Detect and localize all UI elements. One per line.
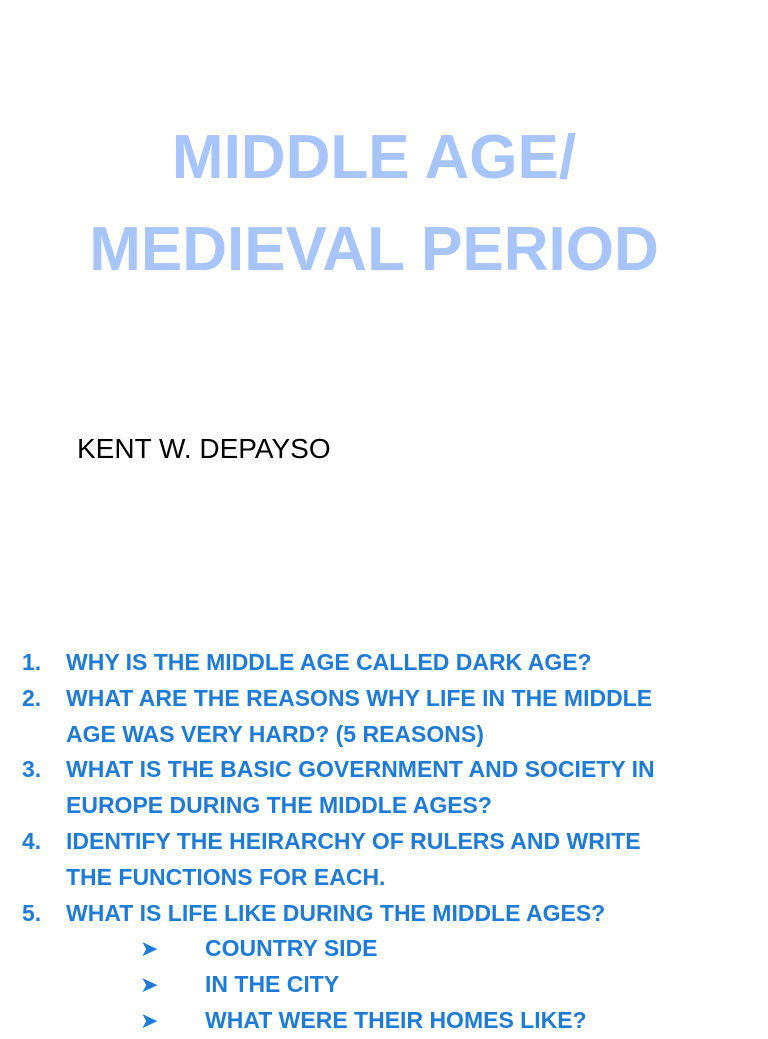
question-item-2 (0, 681, 768, 753)
question-text: WHAT IS THE BASIC GOVERNMENT AND SOCIETY IN (66, 756, 655, 783)
question-number: 1. (22, 649, 42, 675)
sub-item-country-side (0, 931, 768, 967)
question-number: 4. (22, 827, 42, 854)
title-line-1: MIDDLE AGE/ (171, 123, 577, 192)
question-text: EUROPE DURING THE MIDDLE AGES? (66, 792, 492, 819)
question-number: 2. (22, 684, 42, 711)
question-list (0, 645, 768, 1039)
page-title (0, 112, 748, 296)
question-item-5 (0, 896, 768, 932)
question-number: 5. (22, 899, 42, 926)
sub-item-homes (0, 1003, 768, 1039)
question-text: IDENTIFY THE HEIRARCHY OF RULERS AND WRITE (66, 827, 641, 854)
sub-item-text: WHAT WERE THEIR HOMES LIKE? (205, 1006, 587, 1033)
question-text: WHAT IS LIFE LIKE DURING THE MIDDLE AGES? (66, 899, 606, 926)
question-text: AGE WAS VERY HARD? (5 REASONS) (66, 720, 484, 747)
arrowhead-bullet-icon: ➤ (140, 936, 159, 962)
question-text: WHY IS THE MIDDLE AGE CALLED DARK AGE? (66, 649, 592, 675)
sub-item-text: IN THE CITY (205, 971, 340, 998)
question-text: THE FUNCTIONS FOR EACH. (66, 863, 386, 890)
question-item-1 (0, 645, 768, 681)
sub-item-text: COUNTRY SIDE (205, 935, 378, 962)
question-item-3 (0, 752, 768, 824)
question-item-4 (0, 824, 768, 896)
author-name: KENT W. DEPAYSO (77, 433, 331, 464)
question-number: 3. (22, 756, 42, 783)
sub-item-in-the-city (0, 967, 768, 1003)
arrowhead-bullet-icon: ➤ (140, 972, 159, 998)
question-text: WHAT ARE THE REASONS WHY LIFE IN THE MIDDLE (66, 684, 653, 711)
title-line-2: MEDIEVAL PERIOD (89, 215, 659, 284)
arrowhead-bullet-icon: ➤ (140, 1007, 159, 1033)
